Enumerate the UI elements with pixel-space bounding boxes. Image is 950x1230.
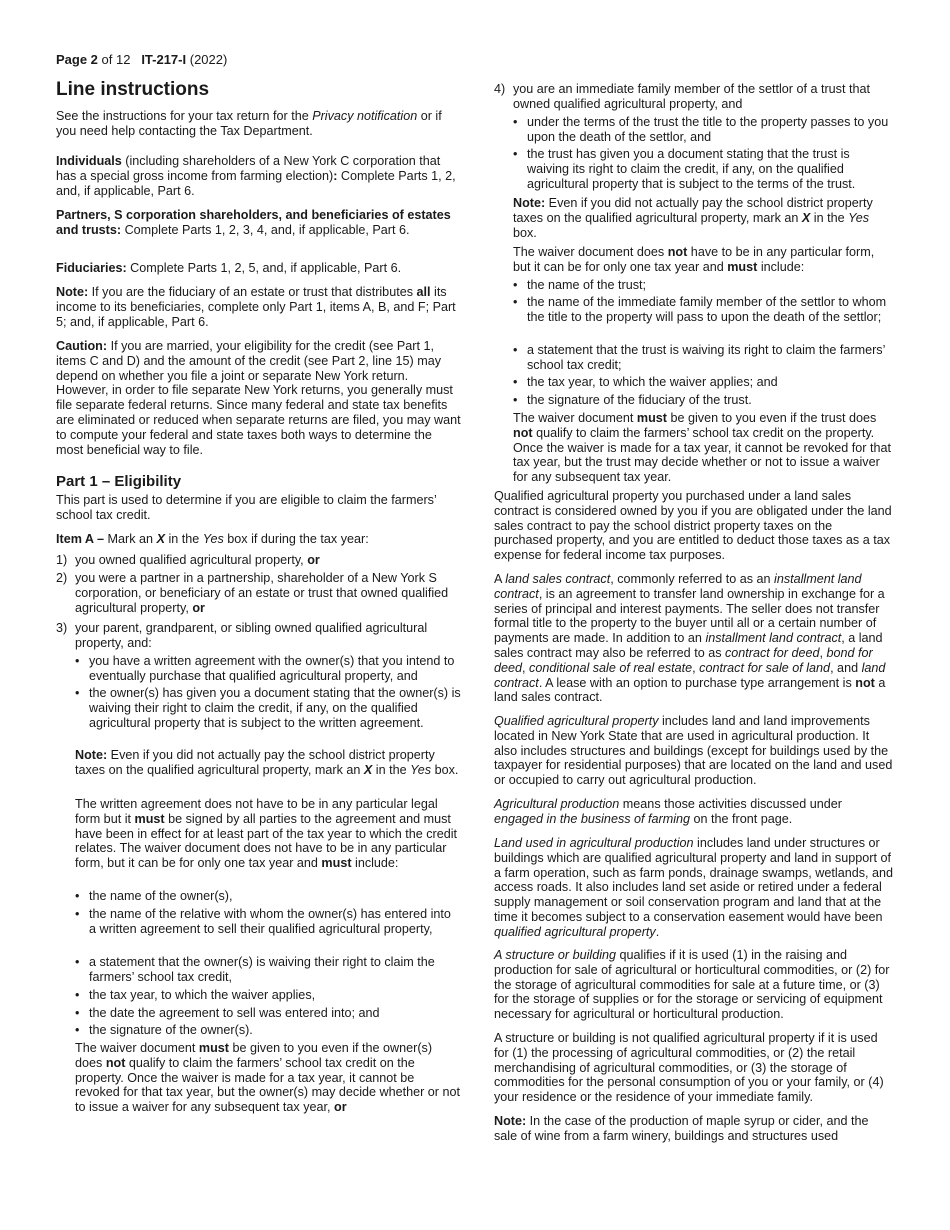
written-agreement-paragraph: The written agreement does not have to be in any particular legal form but it must be signed by all parties to the agreement and must have been in effect for at least part of the tax year to which the credit relates. The waiver document does not have to be in any particular form, but it can be for only one tax year and must include: (75, 797, 458, 871)
maple-syrup-note: Note: In the case of the production of maple syrup or cider, and the sale of wine from a farm winery, buildings and structures used (494, 1114, 869, 1143)
bullet-item: • the name of the relative with whom the owner(s) has entered into a written agreement to sell their qualified agricultural property, (75, 907, 451, 936)
bullet-item: • the name of the trust; (513, 278, 647, 292)
item3-note: Note: Even if you did not actually pay the school district property taxes on the qualified agricultural property, mark an X in the Yes box. (75, 748, 459, 777)
caution-paragraph: Caution: If you are married, your eligibility for the credit (see Part 1, items C and D) and the amount of the credit (see Part 2, line 15) may depend on whether you file a joint or separate New York return. However, in order to file separate New York returns, you generally must file separate federal returns. Since many federal and state tax benefits are eliminated or reduced when separate returns are filed, you may want to compute your federal and state taxes both ways to determine the most beneficial way to file. (56, 339, 461, 457)
agricultural-production-definition: Agricultural production means those activities discussed under engaged in the business of farming on the front page. (494, 797, 842, 826)
land-sales-paragraph: Qualified agricultural property you purchased under a land sales contract is considered owned by you if you are obligated under the land sales contract to pay the school district property taxes on the purchased property, and you are entitled to deduct those taxes as a tax expense for federal income tax purposes. (494, 489, 892, 563)
fiduciaries-paragraph: Fiduciaries: Complete Parts 1, 2, 5, and, if applicable, Part 6. (56, 261, 402, 275)
waiver-paragraph: The waiver document must be given to you even if the owner(s) does not qualify to claim the farmers’ school tax credit on the property. Once the waiver is made for a tax year, it cannot be revoked for that tax year, but the owner(s) may decide whether or not to issue a waiver for any subsequent tax year, or (75, 1041, 461, 1115)
form-id: IT-217-I (141, 52, 187, 67)
qualified-property-definition: Qualified agricultural property includes land and land improvements located in New York State that are used in agricultural production. It also includes structures and buildings (except for buildings used by the taxpayer for residential purposes) that are located on the land and used or occupied to carry out agricultural production. (494, 714, 893, 788)
waiver-form-paragraph: The waiver document does not have to be in any particular form, but it can be for only one tax year and must include: (513, 245, 875, 274)
part1-intro: This part is used to determine if you are eligible to claim the farmers’ school tax credit. (56, 493, 437, 522)
bullet-item: • the name of the immediate family member of the settlor to whom the title to the property will pass to upon the death of the settlor; (513, 295, 887, 324)
land-sales-contract-definition: A land sales contract, commonly referred to as an installment land contract, is an agreement to transfer land ownership in exchange for a series of principal and interest payments. The seller does not transfer formal title to the property to the buyer until all or a certain number of payments are made. In addition to an installment land contract, a land sales contract may also be referred to as contract for deed, bond for deed, conditional sale of real estate, contract for sale of land, and land contract. A lease with an option to purchase type arrangement is not a land sales contract. (494, 572, 886, 705)
page-label: Page 2 (56, 52, 98, 67)
bullet-item: • under the terms of the trust the title to the property passes to you upon the death of the settlor, and (513, 115, 889, 144)
trust-waiver-paragraph: The waiver document must be given to you even if the trust does not qualify to claim the farmers’ school tax credit on the property. Once the waiver is made for a tax year, it cannot be revoked for that tax year, but the trust may decide whether or not to issue a waiver for any subsequent tax year. (513, 411, 892, 485)
item4-note: Note: Even if you did not actually pay the school district property taxes on the qualified agricultural property, mark an X in the Yes box. (513, 196, 873, 240)
bullet-item: • the owner(s) has given you a document stating that the owner(s) is waiving their right to claim the credit, if any, on the qualified agricultural property that is subject to the written agreement. (75, 686, 461, 730)
form-year: (2022) (189, 52, 228, 67)
partners-paragraph: Partners, S corporation shareholders, and beneficiaries of estates and trusts: Complete Parts 1, 2, 3, 4, and, if applicable, Part 6. (56, 208, 451, 237)
bullet-item: • the date the agreement to sell was entered into; and (75, 1006, 380, 1020)
bullet-item: • the signature of the fiduciary of the trust. (513, 393, 752, 407)
bullet-item: • the name of the owner(s), (75, 889, 233, 903)
structure-qualifies-paragraph: A structure or building qualifies if it is used (1) in the raising and production for sale of agricultural or horticultural commodities, or (2) for the storage of agricultural commodities for sale at a future time, or (3) for the storage of supplies or for the storage or servicing of equipment necessary for agricultural or horticultural production. (494, 948, 890, 1022)
list-item-4: 4) you are an immediate family member of the settlor of a trust that owned qualified agricultural property, and (494, 82, 870, 111)
page-of: of 12 (101, 52, 131, 67)
list-item-1: 1) you owned qualified agricultural property, or (56, 553, 320, 567)
bullet-item: • the trust has given you a document stating that the trust is waiving its right to claim the credit, if any, on the qualified agricultural property that is subject to the terms of the trust. (513, 147, 856, 191)
item-a-heading: Item A – Mark an X in the Yes box if during the tax year: (56, 532, 369, 546)
part1-title: Part 1 – Eligibility (56, 473, 182, 490)
land-used-definition: Land used in agricultural production includes land under structures or buildings which are qualified agricultural property and land in support of a farm operation, such as farm ponds, drainage swamps, wetlands, and access roads. It also includes land set aside or retired under a federal supply management or soil conservation program and land that at the time it becomes subject to a conservation easement would have been qualified agricultural property. (494, 836, 894, 939)
bullet-item: • you have a written agreement with the owner(s) that you intend to eventually purchase that qualified agricultural property, and (75, 654, 455, 683)
bullet-item: • the tax year, to which the waiver applies, (75, 988, 316, 1002)
privacy-paragraph: See the instructions for your tax return for the Privacy notification or if you need help contacting the Tax Department. (56, 109, 442, 138)
list-item-3: 3) your parent, grandparent, or sibling owned qualified agricultural property, and: (56, 621, 428, 650)
section-title: Line instructions (56, 79, 210, 100)
list-item-2: 2) you were a partner in a partnership, shareholder of a New York S corporation, or beneficiary of an estate or trust that owned qualified agricultural property, or (56, 571, 449, 615)
individuals-paragraph: Individuals (including shareholders of a New York C corporation that has a special gross income from farming election): Complete Parts 1, 2, and, if applicable, Part 6. (56, 154, 456, 198)
structure-not-qualified-paragraph: A structure or building is not qualified agricultural property if it is used for (1) the processing of agricultural commodities, or (2) the retail merchandising of agricultural commodities, or (3) the storage of commodities for the personal consumption of you or your family, or (4) your residence or the residence of your immediate family. (494, 1031, 884, 1105)
note-paragraph: Note: If you are the fiduciary of an estate or trust that distributes all its income to its beneficiaries, complete only Part 1, items A, B, and F; Part 5; and, if applicable, Part 6. (56, 285, 456, 329)
bullet-item: • a statement that the trust is waiving its right to claim the farmers’ school tax credit; (513, 343, 885, 372)
bullet-item: • a statement that the owner(s) is waiving their right to claim the farmers’ school tax credit, (75, 955, 435, 984)
bullet-item: • the tax year, to which the waiver applies; and (513, 375, 778, 389)
bullet-item: • the signature of the owner(s). (75, 1023, 253, 1037)
page-header (56, 53, 227, 68)
